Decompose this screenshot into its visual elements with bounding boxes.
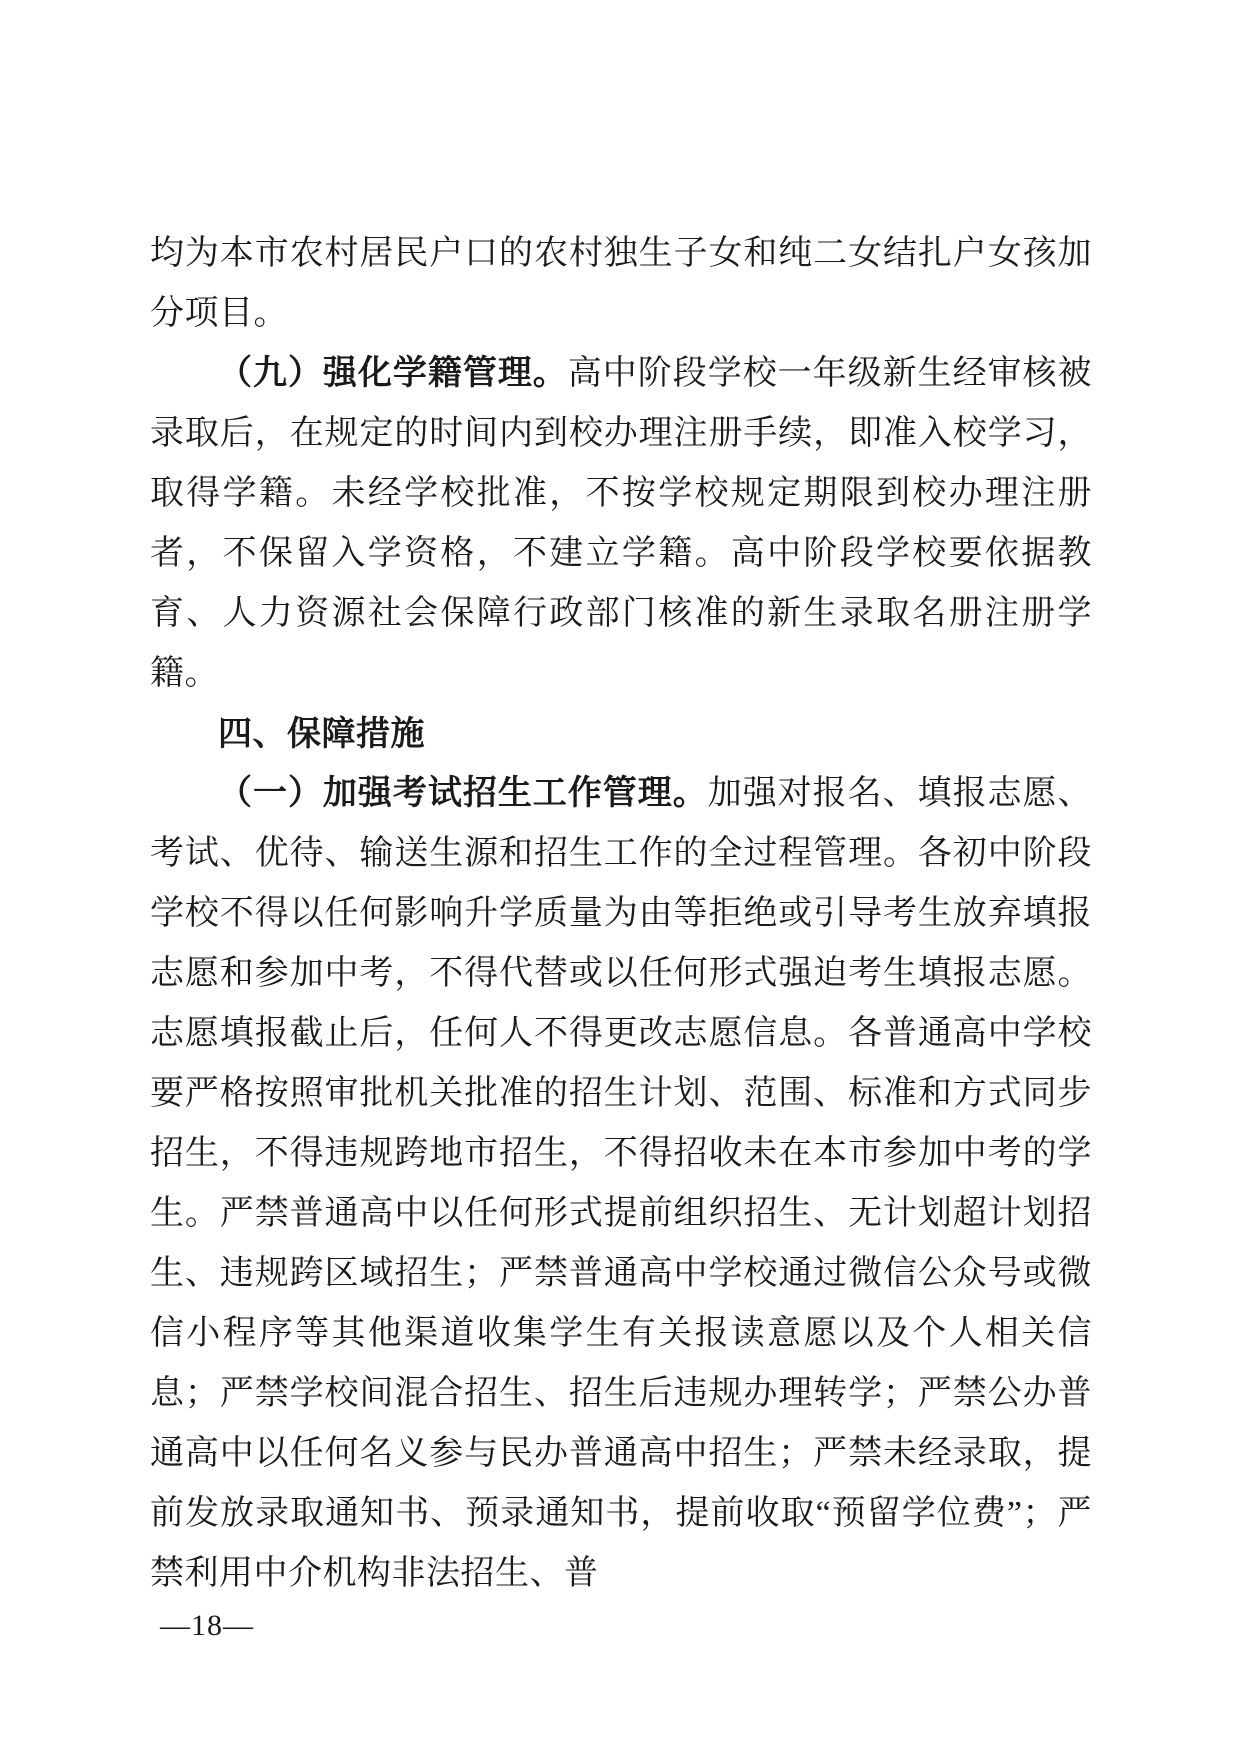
text-segment: 高中阶段学校一年级新生经审核被录取后，在规定的时间内到校办理注册手续，即准入校学习，取得学籍。未经学校批准，不按学校规定期限到校办理注册者，不保留入学资格，不建立学籍。高中阶段学校要依据教育、人力资源社会保障行政部门核准的新生录取名册注册学籍。	[150, 355, 1093, 692]
text-segment: 均为本市农村居民户口的农村独生子女和纯二女结扎户女孩加分项目。	[150, 235, 1092, 332]
heading-text: 四、保障措施	[218, 715, 425, 753]
page-number: —18—	[160, 1609, 254, 1642]
text-segment: 加强对报名、填报志愿、考试、优待、输送生源和招生工作的全过程管理。各初中阶段学校不得以任何影响升学质量为由等拒绝或引导考生放弃填报志愿和参加中考，不得代替或以任何形式强迫考生填报志愿。志愿填报截止后，任何人不得更改志愿信息。各普通高中学校要严格按照审批机关批准的招生计划、范围、标准和方式同步招生，不得违规跨地市招生，不得招收未在本市参加中考的学生。严禁普通高中以任何形式提前组织招生、无计划超计划招生、违规跨区域招生；严禁普通高中学校通过微信公众号或微信小程序等其他渠道收集学生有关报读意愿以及个人相关信息；严禁学校间混合招生、招生后违规办理转学；严禁公办普通高中以任何名义参与民办普通高中招生；严禁未经录取，提前发放录取通知书、预录通知书，提前收取“预留学位费”；严禁利用中介机构非法招生、普	[150, 775, 1093, 1592]
paragraph-lead-in: （一）加强考试招生工作管理。	[218, 775, 708, 812]
section-heading	[150, 704, 1092, 764]
paragraph-lead-in: （九）强化学籍管理。	[218, 355, 568, 392]
paragraph	[150, 344, 1092, 704]
paragraph	[150, 764, 1092, 1604]
paragraph	[150, 224, 1092, 344]
document-body	[150, 224, 1092, 1604]
